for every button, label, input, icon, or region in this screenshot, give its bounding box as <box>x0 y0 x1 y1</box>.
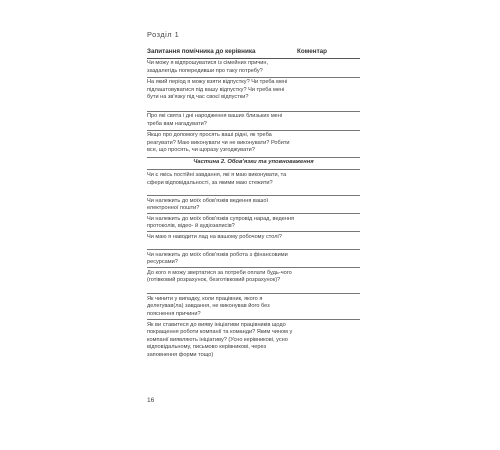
row-divider <box>147 249 360 250</box>
page-number: 16 <box>147 397 155 404</box>
question-row: Чи належить до моїх обов'язків робота з фінансовими ресурсами? <box>147 251 288 266</box>
column-header-comment: Коментар <box>297 48 328 55</box>
question-row: Як чинити у випадку, коли працівник, якого я делегував(ла) завдання, не виконував його без пояснення причини? <box>147 295 270 317</box>
row-divider <box>147 319 360 320</box>
question-row: На який період я можу взяти відпустку? Чи треба мені підлаштовуватися під вашу відпустку? Чи треба мені бути на зв'язку під час своєї відпустки? <box>147 79 288 101</box>
question-row: Якщо про допомогу просять ваші рідні, як треба реагувати? Маю виконувати чи не виконувати? Робити все, що просять, чи щоразу узгоджувати? <box>147 132 290 154</box>
row-divider <box>147 130 360 131</box>
question-row: Про які свята і дні народження ваших близьких мені треба вам нагадувати? <box>147 113 283 127</box>
row-divider <box>147 77 360 78</box>
row-divider <box>147 169 360 170</box>
question-row: Як ви ставитеся до вияву ініціативи працівників щодо покращення роботи компанії та команди? Яким чином у компанії виявляють ініціативу? (Усно керівникові, усно відповідальному, письмово керівникові, через заповнення форми тощо) <box>147 321 293 358</box>
row-divider <box>147 267 360 268</box>
question-row: Чи є якісь постійні завдання, які я маю виконувати, та сфери відповідальності, за якими маю стежити? <box>147 172 287 186</box>
question-row: Чи належить до моїх обов'язків ведення вашої електронної пошти? <box>147 197 269 212</box>
row-divider <box>147 293 360 294</box>
part-2-heading: Частина 2. Обов'язки та уповноваження <box>193 159 314 165</box>
row-divider <box>147 213 360 214</box>
row-divider <box>147 111 360 112</box>
row-divider <box>147 157 360 158</box>
question-row: Чи належить до моїх обов'язків супровід нарад, ведення протоколів, відео- й аудіозаписів? <box>147 215 295 230</box>
row-divider <box>147 195 360 196</box>
column-header-question: Запитання помічника до керівника <box>147 48 256 55</box>
row-divider <box>147 231 360 232</box>
section-label: Розділ 1 <box>147 30 180 39</box>
table-header <box>147 47 360 59</box>
question-row: До кого я можу звертатися за потреби оплати будь-чого (готівковий розрахунок, безготівковий розрахунок)? <box>147 269 292 284</box>
question-row: Чи можу я відпрошуватися із сімейних причин, заздалегідь попередивши про таку потребу? <box>147 60 269 74</box>
question-row: Чи маю я наводити лад на вашому робочому столі? <box>147 233 282 240</box>
